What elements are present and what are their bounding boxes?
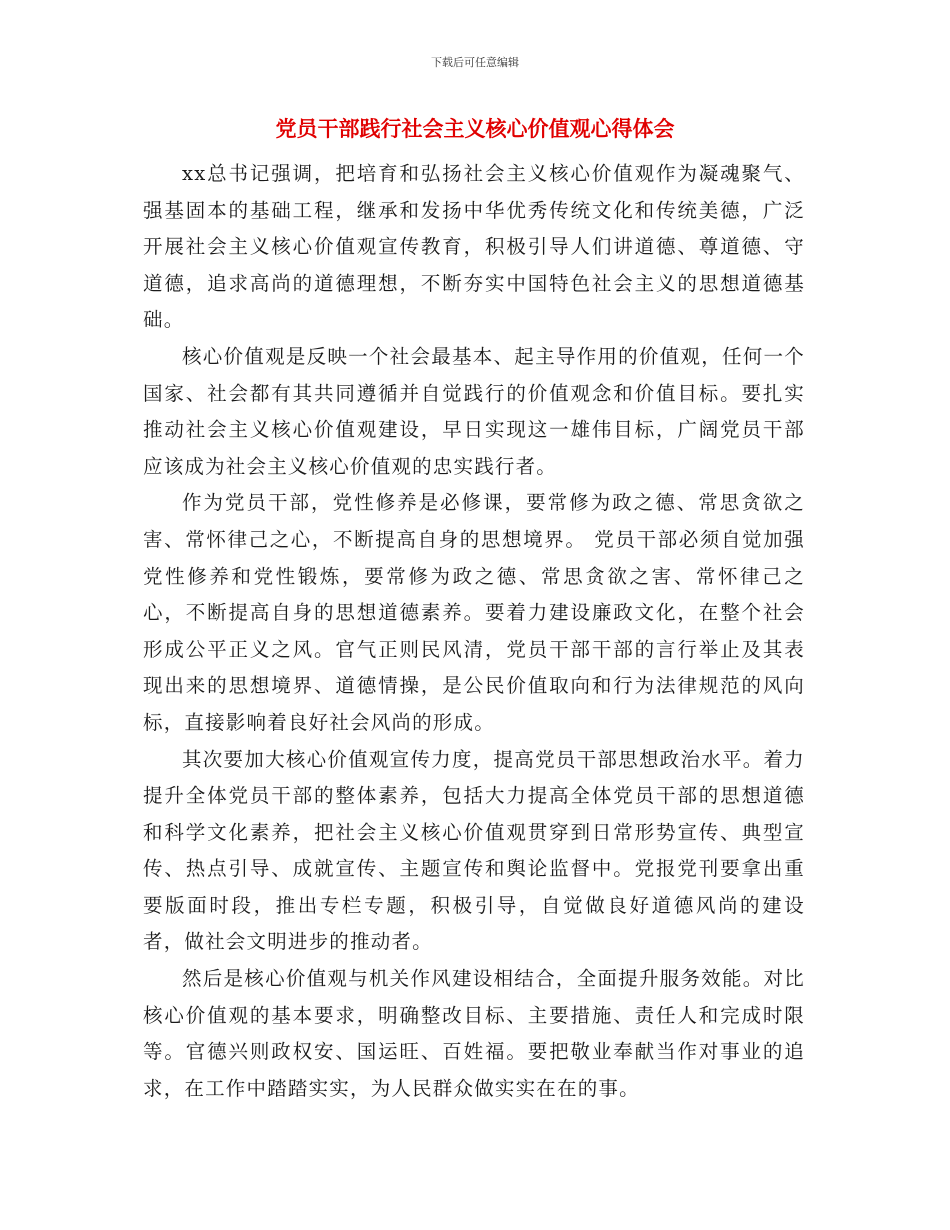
document-title: 党员干部践行社会主义核心价值观心得体会 [275,116,675,141]
paragraph-4: 其次要加大核心价值观宣传力度，提高党员干部思想政治水平。着力提升全体党员干部的整体素养，包括大力提高全体党员干部的思想道德和科学文化素养，把社会主义核心价值观贯穿到日常形势宣传、典型宣传、热点引导、成就宣传、主题宣传和舆论监督中。党报党刊要拿出重要版面时段，推出专栏专题，积极引导，自觉做良好道德风尚的建设者，做社会文明进步的推动者。 [143,747,805,954]
paragraph-3: 作为党员干部，党性修养是必修课，要常修为政之德、常思贪欲之害、常怀律己之心，不断提高自身的思想境界。 党员干部必须自觉加强党性修养和党性锻炼，要常修为政之德、常思贪欲之害、常怀律己之心，不断提高自身的思想道德素养。要着力建设廉政文化，在整个社会形成公平正义之风。官气正则民风清，党员干部干部的言行举止及其表现出来的思想境界、道德情操，是公民价值取向和行为法律规范的风向标，直接影响着良好社会风尚的形成。 [143,491,805,734]
paragraph-1: xx总书记强调，把培育和弘扬社会主义核心价值观作为凝魂聚气、强基固本的基础工程，继承和发扬中华优秀传统文化和传统美德，广泛开展社会主义核心价值观宣传教育，积极引导人们讲道德、尊道德、守道德，追求高尚的道德理想，不断夯实中国特色社会主义的思想道德基础。 [143,162,805,332]
paragraph-5: 然后是核心价值观与机关作风建设相结合，全面提升服务效能。对比核心价值观的基本要求，明确整改目标、主要措施、责任人和完成时限等。官德兴则政权安、国运旺、百姓福。要把敬业奉献当作对事业的追求，在工作中踏踏实实，为人民群众做实实在在的事。 [143,967,805,1100]
header-note: 下载后可任意编辑 [431,56,519,69]
paragraph-2: 核心价值观是反映一个社会最基本、起主导作用的价值观，任何一个国家、社会都有其共同遵循并自觉践行的价值观念和价值目标。要扎实推动社会主义核心价值观建设，早日实现这一雄伟目标，广阔党员干部应该成为社会主义核心价值观的忠实践行者。 [143,344,805,478]
document-body [143,156,805,1107]
